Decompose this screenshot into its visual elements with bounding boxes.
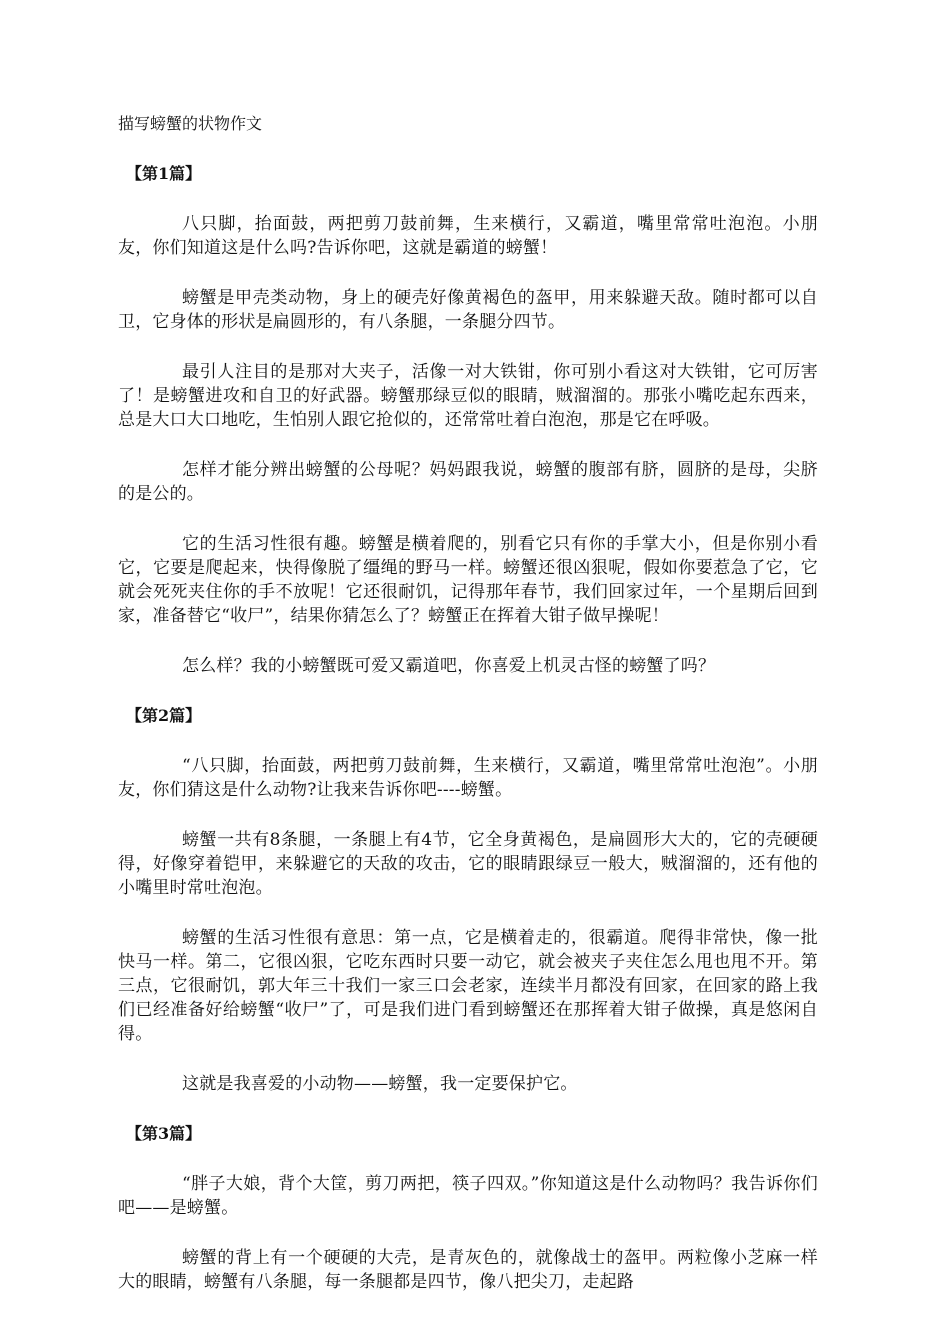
paragraph: 螃蟹的生活习性很有意思：第一点，它是横着走的，很霸道。爬得非常快，像一批快马一样。第二，它很凶狠，它吃东西时只要一动它，就会被夹子夹住怎么甩也甩不开。第三点，它很耐饥，郭大年三十我们一家三口会老家，连续半月都没有回家，在回家的路上我们已经准备好给螃蟹“收尸”了，可是我们进门看到螃蟹还在那挥着大钳子做操，真是悠闲自得。	[118, 928, 818, 1044]
section-heading: 【第2篇】	[126, 706, 202, 725]
paragraph: “胖子大娘，背个大筐，剪刀两把，筷子四双。”你知道这是什么动物吗？我告诉你们吧——是螃蟹。	[118, 1174, 818, 1218]
document-title: 描写螃蟹的状物作文	[118, 114, 263, 133]
paragraph: 它的生活习性很有趣。螃蟹是横着爬的，别看它只有你的手掌大小，但是你别小看它，它要是爬起来，快得像脱了缰绳的野马一样。螃蟹还很凶狠呢，假如你要惹急了它，它就会死死夹住你的手不放呢！它还很耐饥，记得那年春节，我们回家过年，一个星期后回到家，准备替它“收尸”，结果你猜怎么了？螃蟹正在挥着大钳子做早操呢！	[118, 534, 818, 626]
paragraph: 怎么样？我的小螃蟹既可爱又霸道吧，你喜爱上机灵古怪的螃蟹了吗？	[182, 656, 716, 676]
paragraph: 螃蟹的背上有一个硬硬的大壳，是青灰色的，就像战士的盔甲。两粒像小芝麻一样大的眼睛，螃蟹有八条腿，每一条腿都是四节，像八把尖刀，走起路	[118, 1248, 818, 1292]
section-3	[118, 1122, 818, 1294]
section-heading: 【第3篇】	[126, 1124, 202, 1143]
paragraph: “八只脚，抬面鼓，两把剪刀鼓前舞，生来横行，又霸道，嘴里常常吐泡泡”。小朋友，你们猜这是什么动物?让我来告诉你吧----螃蟹。	[118, 756, 818, 800]
section-heading: 【第1篇】	[126, 164, 202, 183]
paragraph: 螃蟹是甲壳类动物，身上的硬壳好像黄褐色的盔甲，用来躲避天敌。随时都可以自卫，它身体的形状是扁圆形的，有八条腿，一条腿分四节。	[118, 288, 818, 332]
document-page	[118, 112, 818, 1320]
paragraph: 这就是我喜爱的小动物——螃蟹，我一定要保护它。	[182, 1074, 578, 1094]
section-2	[118, 704, 818, 1096]
paragraph: 八只脚，抬面鼓，两把剪刀鼓前舞，生来横行，又霸道，嘴里常常吐泡泡。小朋友，你们知道这是什么吗?告诉你吧，这就是霸道的螃蟹！	[118, 214, 818, 258]
paragraph: 螃蟹一共有8条腿，一条腿上有4节，它全身黄褐色，是扁圆形大大的，它的壳硬硬得，好像穿着铠甲，来躲避它的天敌的攻击，它的眼睛跟绿豆一般大，贼溜溜的，还有他的小嘴里时常吐泡泡。	[118, 830, 818, 898]
paragraph: 怎样才能分辨出螃蟹的公母呢？妈妈跟我说，螃蟹的腹部有脐，圆脐的是母，尖脐的是公的。	[118, 460, 818, 504]
paragraph: 最引人注目的是那对大夹子，活像一对大铁钳，你可别小看这对大铁钳，它可厉害了！是螃蟹进攻和自卫的好武器。螃蟹那绿豆似的眼睛，贼溜溜的。那张小嘴吃起东西来，总是大口大口地吃，生怕别人跟它抢似的，还常常吐着白泡泡，那是它在呼吸。	[118, 362, 818, 430]
section-1	[118, 162, 818, 678]
